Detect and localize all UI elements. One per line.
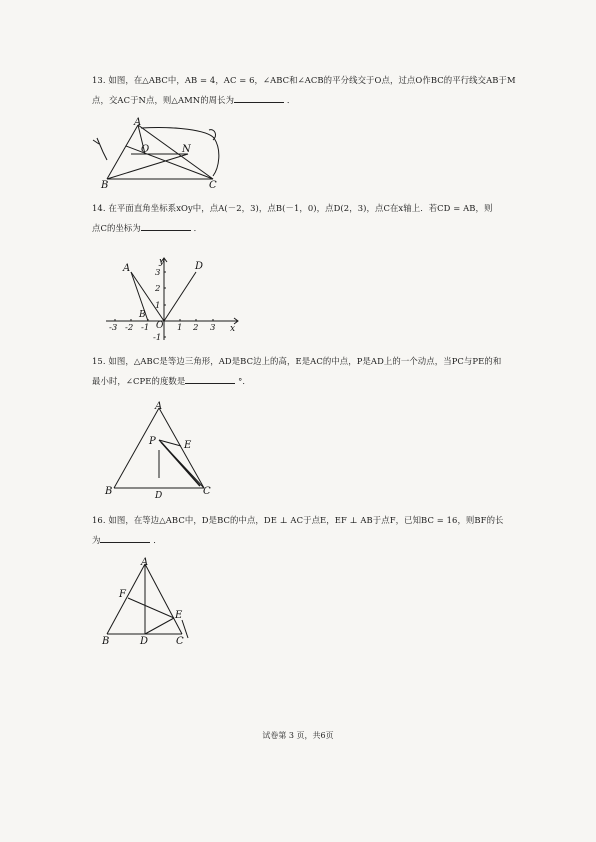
label-B: B (102, 636, 110, 647)
answer-blank-13[interactable] (234, 92, 284, 103)
x-tick-1: 1 (177, 323, 183, 333)
page-footer: 试卷第 3 页，共6页 (262, 731, 334, 740)
question-13-number: 13. (92, 75, 106, 85)
y-tick-1: 1 (155, 301, 161, 311)
label-B: B (101, 180, 109, 191)
label-A: A (155, 401, 163, 412)
label-E: E (175, 610, 183, 621)
label-N: N (182, 144, 191, 155)
x-tick-neg1: -1 (141, 323, 150, 333)
label-F: F (119, 589, 126, 600)
segment-EF (128, 598, 174, 618)
bisector-C (126, 146, 213, 179)
question-15 (92, 351, 552, 391)
label-B: B (139, 310, 146, 320)
answer-blank-15[interactable] (185, 373, 235, 384)
label-C: C (203, 486, 211, 497)
y-tick-2: 2 (155, 284, 161, 294)
x-tick-3: 3 (210, 323, 216, 333)
label-O: O (141, 144, 150, 155)
segment-AB (107, 564, 145, 634)
question-14 (92, 198, 552, 238)
figure-13-triangle (85, 116, 235, 192)
question-13 (92, 70, 552, 110)
segment-DE (145, 618, 174, 634)
figure-14-coordinate-plane (98, 254, 248, 344)
label-D: D (195, 261, 204, 272)
question-15-line2: 最小时，∠CPE的度数是 °． (92, 371, 552, 391)
label-A: A (134, 117, 142, 128)
x-tick-2: 2 (193, 323, 199, 333)
segment-DO (164, 272, 196, 321)
label-A: A (141, 557, 149, 568)
x-tick-neg2: -2 (125, 323, 134, 333)
y-axis-label: y (159, 257, 165, 267)
label-B: B (105, 486, 113, 497)
question-14-line2: 点C的坐标为 ． (92, 218, 552, 238)
figure-15-equilateral-triangle (100, 398, 220, 502)
question-15-number: 15. (92, 356, 106, 366)
y-tick-3: 3 (155, 268, 161, 278)
label-D: D (140, 636, 149, 647)
segment-AB (114, 408, 159, 488)
question-14-line1: 14. 在平面直角坐标系xOy中，点A(－2，3)，点B(－1，0)，点D(2，3)，点C在x轴上．若CD = AB，则 (92, 203, 493, 213)
label-D: D (155, 491, 163, 501)
question-13-line2: 点，交AC于N点，则△AMN的周长为 ． (92, 90, 552, 110)
question-14-number: 14. (92, 203, 106, 213)
answer-blank-14[interactable] (141, 220, 191, 231)
y-tick-neg1: -1 (153, 333, 162, 343)
question-16 (92, 510, 552, 550)
pen-stroke-right (141, 127, 219, 176)
x-tick-neg3: -3 (109, 323, 118, 333)
label-A: A (123, 263, 131, 274)
x-axis-label: x (230, 324, 236, 334)
label-P: P (149, 436, 156, 447)
label-E: E (184, 440, 192, 451)
pen-stroke-left (97, 138, 107, 160)
question-16-line2: 为 ． (92, 530, 552, 550)
label-C: C (209, 180, 217, 191)
pen-stroke-PC (161, 442, 200, 486)
question-16-number: 16. (92, 515, 106, 525)
answer-blank-16[interactable] (100, 532, 150, 543)
question-15-line1: 15. 如图，△ABC是等边三角形，AD是BC边上的高，E是AC的中点，P是AD上的一个动点，当PC与PE的和 (92, 356, 502, 366)
label-C: C (176, 636, 184, 647)
question-16-line1: 16. 如图，在等边△ABC中，D是BC的中点，DE ⊥ AC于点E，EF ⊥ AB于点F，已知BC = 16，则BF的长 (92, 515, 504, 525)
figure-16-equilateral-triangle (98, 554, 198, 650)
origin-label: O (156, 321, 164, 331)
segment-AC (138, 125, 213, 179)
question-13-line1: 13. 如图，在△ABC中，AB = 4，AC = 6，∠ABC和∠ACB的平分线交于O点，过点O作BC的平行线交AB于M (92, 75, 516, 85)
segment-AO (131, 272, 164, 321)
